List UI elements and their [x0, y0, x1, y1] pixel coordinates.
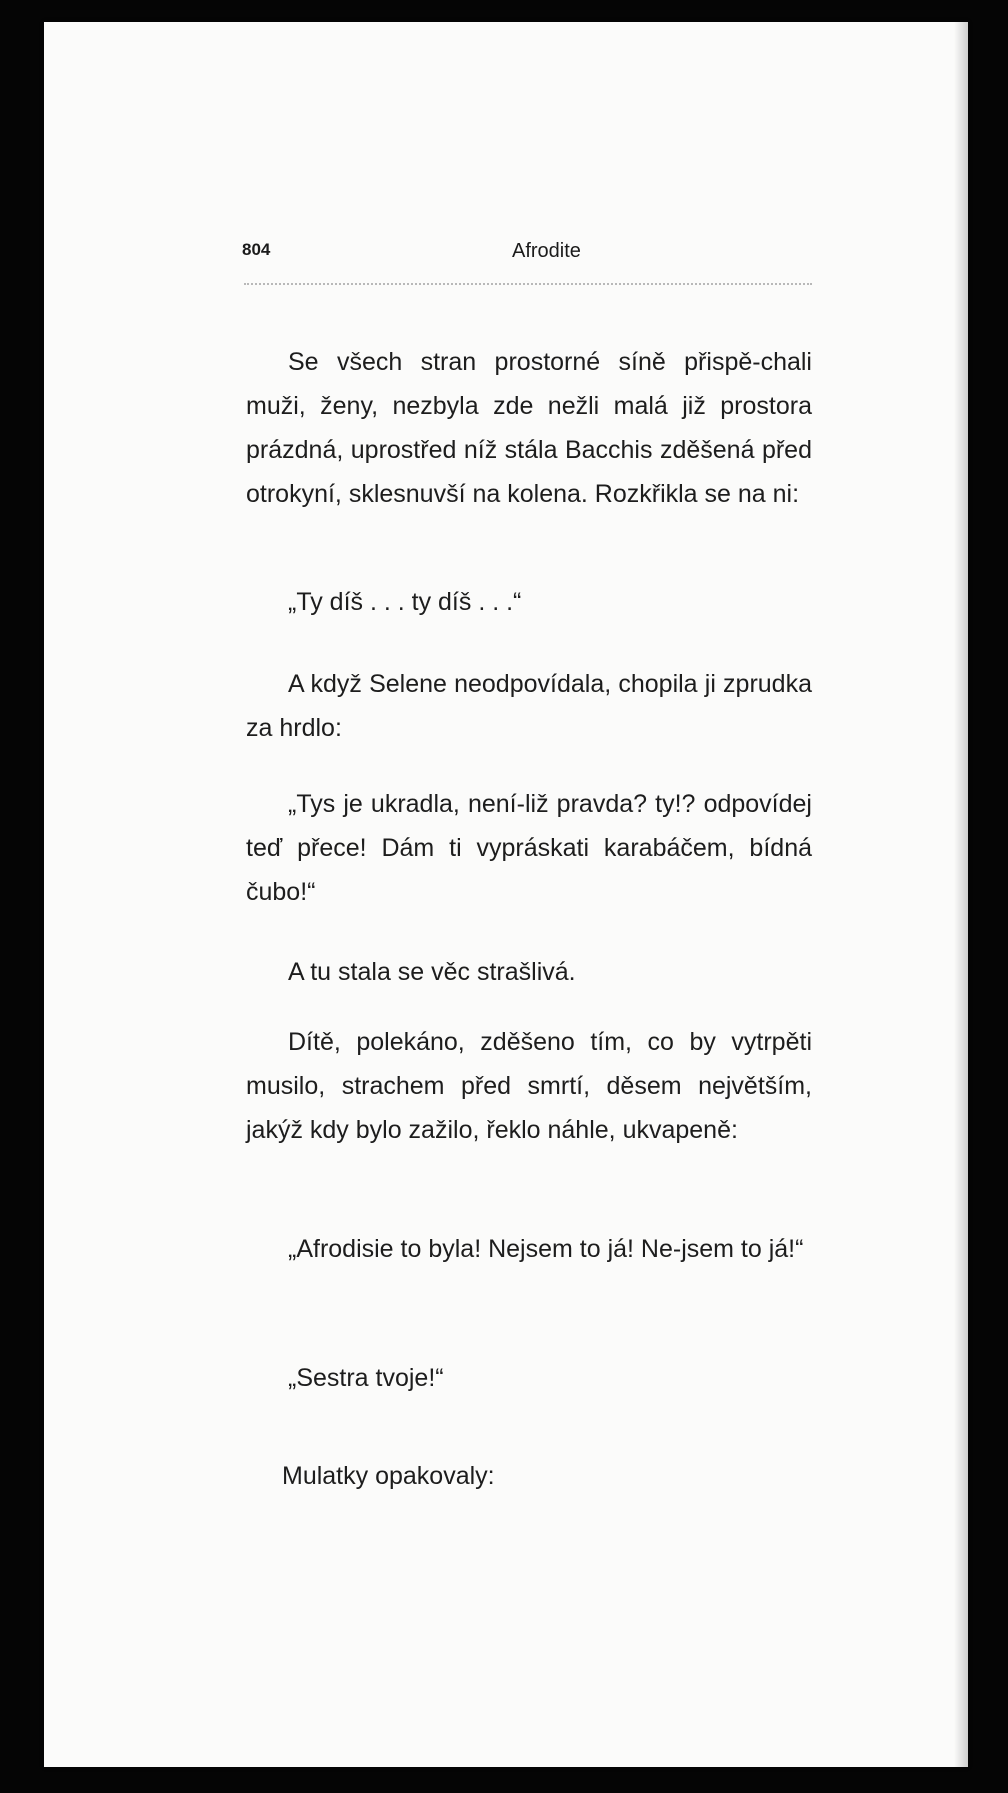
running-title: Afrodite	[512, 240, 581, 262]
paragraph: Se všech stran prostorné síně přispě-chali muži, ženy, nezbyla zde nežli malá již prostora prázdná, uprostřed níž stála Bacchis zděšená před otrokyní, sklesnuvší na kolena. Rozkřikla se na ni:	[246, 348, 812, 508]
paragraph: „Sestra tvoje!“	[288, 1364, 444, 1392]
paragraph: „Afrodisie to byla! Nejsem to já! Ne-jsem to já!“	[288, 1235, 804, 1263]
header-rule	[244, 283, 812, 285]
paragraph: „Ty díš . . . ty díš . . .“	[288, 588, 522, 616]
paragraph: Mulatky opakovaly:	[282, 1462, 495, 1490]
page-number: 804	[242, 240, 271, 259]
paragraph: Dítě, polekáno, zděšeno tím, co by vytrpěti musilo, strachem před smrtí, děsem největším, jakýž kdy bylo zažilo, řeklo náhle, ukvapeně:	[246, 1028, 812, 1144]
paragraph: A když Selene neodpovídala, chopila ji zprudka za hrdlo:	[246, 670, 812, 742]
paragraph: „Tys je ukradla, není-liž pravda? ty!? odpovídej teď přece! Dám ti vypráskati karabáčem, bídná čubo!“	[246, 790, 812, 906]
paragraph: A tu stala se věc strašlivá.	[288, 958, 576, 986]
page-shadow	[954, 22, 968, 1767]
